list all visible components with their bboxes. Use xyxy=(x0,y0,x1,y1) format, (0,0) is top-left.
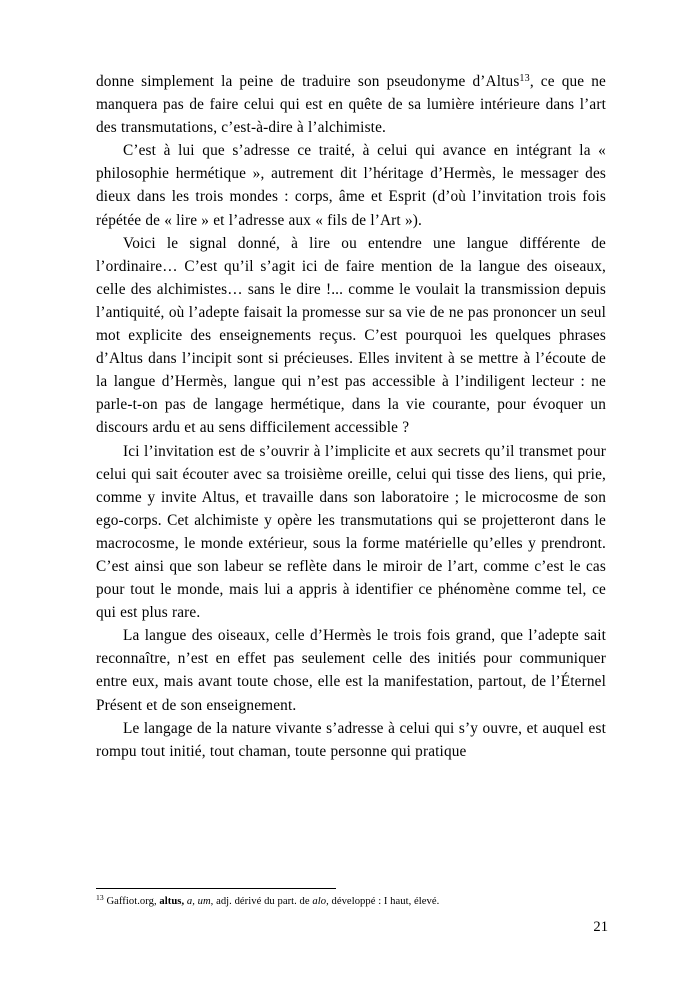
page-number: 21 xyxy=(593,919,608,935)
paragraph: Ici l’invitation est de s’ouvrir à l’implicite et aux secrets qu’il transmet pour celui qui sait écouter avec sa troisième oreille, celui qui tisse des liens, qui prie, comme y invite Altus, et travaille dans son laboratoire ; le microcosme de son ego-corps. Cet alchimiste y opère les transmutations qui se projetteront dans le macrocosme, le monde extérieur, sous la forme matérielle qu’elles y prendront. C’est ainsi que son labeur se reflète dans le miroir de l’art, comme c’est le cas pour tout le monde, mais lui a appris à identifier ce phénomène comme tel, ce qui est plus rare. xyxy=(96,442,606,622)
footnote-marker: 13 xyxy=(96,893,104,903)
footnote-separator-rule xyxy=(96,888,336,889)
paragraph: La langue des oiseaux, celle d’Hermès le trois fois grand, que l’adepte sait reconnaître, n’est en effet pas seulement celle des initiés pour communiquer entre eux, mais avant toute chose, elle est la manifestation, partout, de l’Éternel Présent et de son enseignement. xyxy=(96,627,606,714)
paragraph: Voici le signal donné, à lire ou entendre une langue différente de l’ordinaire… C’est qu’il s’agit ici de faire mention de la langue des oiseaux, celle des alchimistes… sans le dire !... comme le voulait la transmission depuis l’antiquité, où l’adepte faisait la promesse sur sa vie de ne pas prononcer un seul mot explicite des enseignements reçus. C’est pourquoi les quelques phrases d’Altus dans l’incipit sont si précieuses. Elles invitent à se mettre à l’écoute de la langue d’Hermès, langue qui n’est pas accessible à l’indiligent lecteur : ne parle-t-on pas de langage hermétique, dans la vie courante, pour évoquer un discours ardu et au sens difficilement accessible ? xyxy=(96,234,606,437)
footnote-reference[interactable]: 13 xyxy=(519,72,530,84)
paragraph: donne simplement la peine de traduire son pseudonyme d’Altus$^{13}$, ce que ne manquera pas de faire celui qui est en quête de sa lumière intérieure dans l’art des transmutations, c’est-à-dire à l’alchimiste. xyxy=(96,72,606,137)
footnote-italic-term: a, um, xyxy=(186,896,214,907)
paragraph: Le langage de la nature vivante s’adresse à celui qui s’y ouvre, et auquel est rompu tout initié, tout chaman, toute personne qui pratique xyxy=(96,719,606,760)
footnote-term: altus, xyxy=(159,896,185,907)
footnote-text: $^{13}$ Gaffiot.org, altus, a, um, adj. dérivé du part. de alo, développé : I haut, élevé. xyxy=(96,893,440,907)
footnote-italic-term: alo, xyxy=(312,896,329,907)
paragraph: C’est à lui que s’adresse ce traité, à celui qui avance en intégrant la « philosophie hermétique », autrement dit l’héritage d’Hermès, le messager des dieux dans les trois mondes : corps, âme et Esprit (d’où l’invitation trois fois répétée de « lire » et l’adresse aux « fils de l’Art »). xyxy=(96,142,606,229)
body-text-column xyxy=(96,70,606,763)
footnote-block xyxy=(96,888,606,909)
